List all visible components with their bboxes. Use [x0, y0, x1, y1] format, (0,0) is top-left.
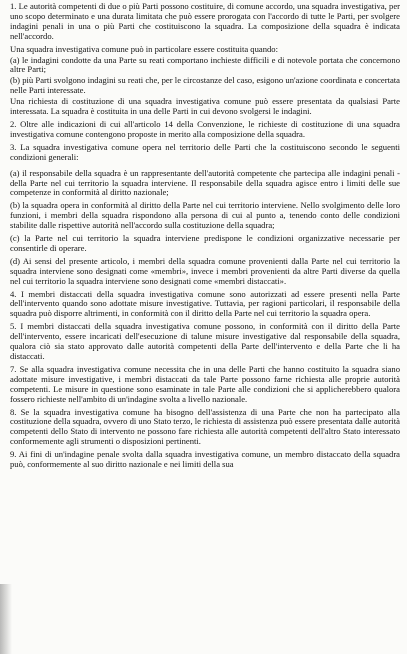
- paragraph-3c: (c) la Parte nel cui territorio la squadra interviene predispone le condizioni organizzative necessarie per consentirle di operare.: [10, 233, 400, 253]
- scan-edge-shadow: [0, 584, 12, 654]
- paragraph-3d: (d) Ai sensi del presente articolo, i membri della squadra comune provenienti dalla Parte nel cui territorio la squadra interviene sono designati come «membri», invece i membri provenienti da altre Parti diverse da quella nel cui territorio la squadra interviene sono designati come «membri distaccati».: [10, 255, 400, 286]
- paragraph-3a: (a) il responsabile della squadra è un rappresentante dell'autorità competente che partecipa alle indagini penali - della Parte nel cui territorio la squadra interviene. Il responsabile della squadra agisce entro i limiti delle sue competenze in conformità al diritto nazionale;: [10, 167, 400, 198]
- paragraph-1: 1. Le autorità competenti di due o più Parti possono costituire, di comune accordo, una squadra investigativa, per uno scopo determinato e una durata limitata che può essere prorogata con l'accordo di tutte le Parti, per svolgere indagini penali in una o più Parti che costituiscono la squadra. La composizione della squadra è indicata nell'accordo.: [10, 1, 400, 41]
- paragraph-7: 7. Se alla squadra investigativa comune necessita che in una delle Parti che hanno costituito la squadra siano adottate misure investigative, i membri distaccati da tale Parte possono farne richiesta alle proprie autorità competenti. Le misure in questione sono esaminate in tale Parte alle condizioni che si applicherebbero qualora fossero richieste nell'ambito di un'indagine svolta a livello nazionale.: [10, 363, 400, 404]
- paragraph-9: 9. Ai fini di un'indagine penale svolta dalla squadra investigativa comune, un membro distaccato della squadra può, conformemente al suo diritto nazionale e nei limiti della sua: [10, 449, 400, 470]
- paragraph-condition-b: (b) più Parti svolgono indagini su reati che, per le circostanze del caso, esigono un'azione coordinata e concertata nelle Parti interessate.: [10, 75, 400, 96]
- paragraph-4: 4. I membri distaccati della squadra investigativa comune sono autorizzati ad essere presenti nella Parte dell'intervento quando sono adottate misure investigative. Tuttavia, per ragioni particolari, il responsabile della squadra può disporre altrimenti, in conformità con il diritto della Parte nel cui territorio la squadra opera.: [10, 288, 400, 319]
- paragraph-8: 8. Se la squadra investigativa comune ha bisogno dell'assistenza di una Parte che non ha partecipato alla costituzione della squadra, ovvero di uno Stato terzo, le richiesta di assistenza può essere presentata dalle autorità competenti dello Stato di intervento ne possono fare richiesta alle autorità competenti dell'altro Stato interessato conformemente agli strumenti o disposizioni pertinenti.: [10, 406, 400, 447]
- paragraph-conditions-intro: Una squadra investigativa comune può in particolare essere costituita quando:: [10, 43, 278, 54]
- paragraph-condition-a: (a) le indagini condotte da una Parte su reati comportano inchieste difficili e di notevole portata che concernono altre Parti;: [10, 54, 400, 75]
- paragraph-request: Una richiesta di costituzione di una squadra investigativa comune può essere presentata da qualsiasi Parte interessata. La squadra è costituita in una delle Parti in cui devono svolgersi le indagini.: [10, 96, 400, 117]
- paragraph-2: 2. Oltre alle indicazioni di cui all'articolo 14 della Convenzione, le richieste di costituzione di una squadra investigativa comune contengono proposte in merito alla composizione della squadra.: [10, 118, 400, 139]
- paragraph-5: 5. I membri distaccati della squadra investigativa comune possono, in conformità con il diritto della Parte dell'intervento, essere incaricati dell'esecuzione di talune misure investigative dal responsabile della squadra, qualora ciò sia stato approvato dalle autorità competenti della Parte dell'intervento e della Parte che li ha distaccati.: [10, 321, 400, 361]
- paragraph-3: 3. La squadra investigativa comune opera nel territorio delle Parti che la costituiscono secondo le seguenti condizioni generali:: [10, 141, 400, 162]
- paragraph-3b: (b) la squadra opera in conformità al diritto della Parte nel cui territorio interviene. Nello svolgimento delle loro funzioni, i membri della squadra rispondono alla persona di cui al punto a, tenendo conto delle condizioni stabilite dalle rispettive autorità nell'accordo sulla costituzione della squadra;: [10, 200, 400, 231]
